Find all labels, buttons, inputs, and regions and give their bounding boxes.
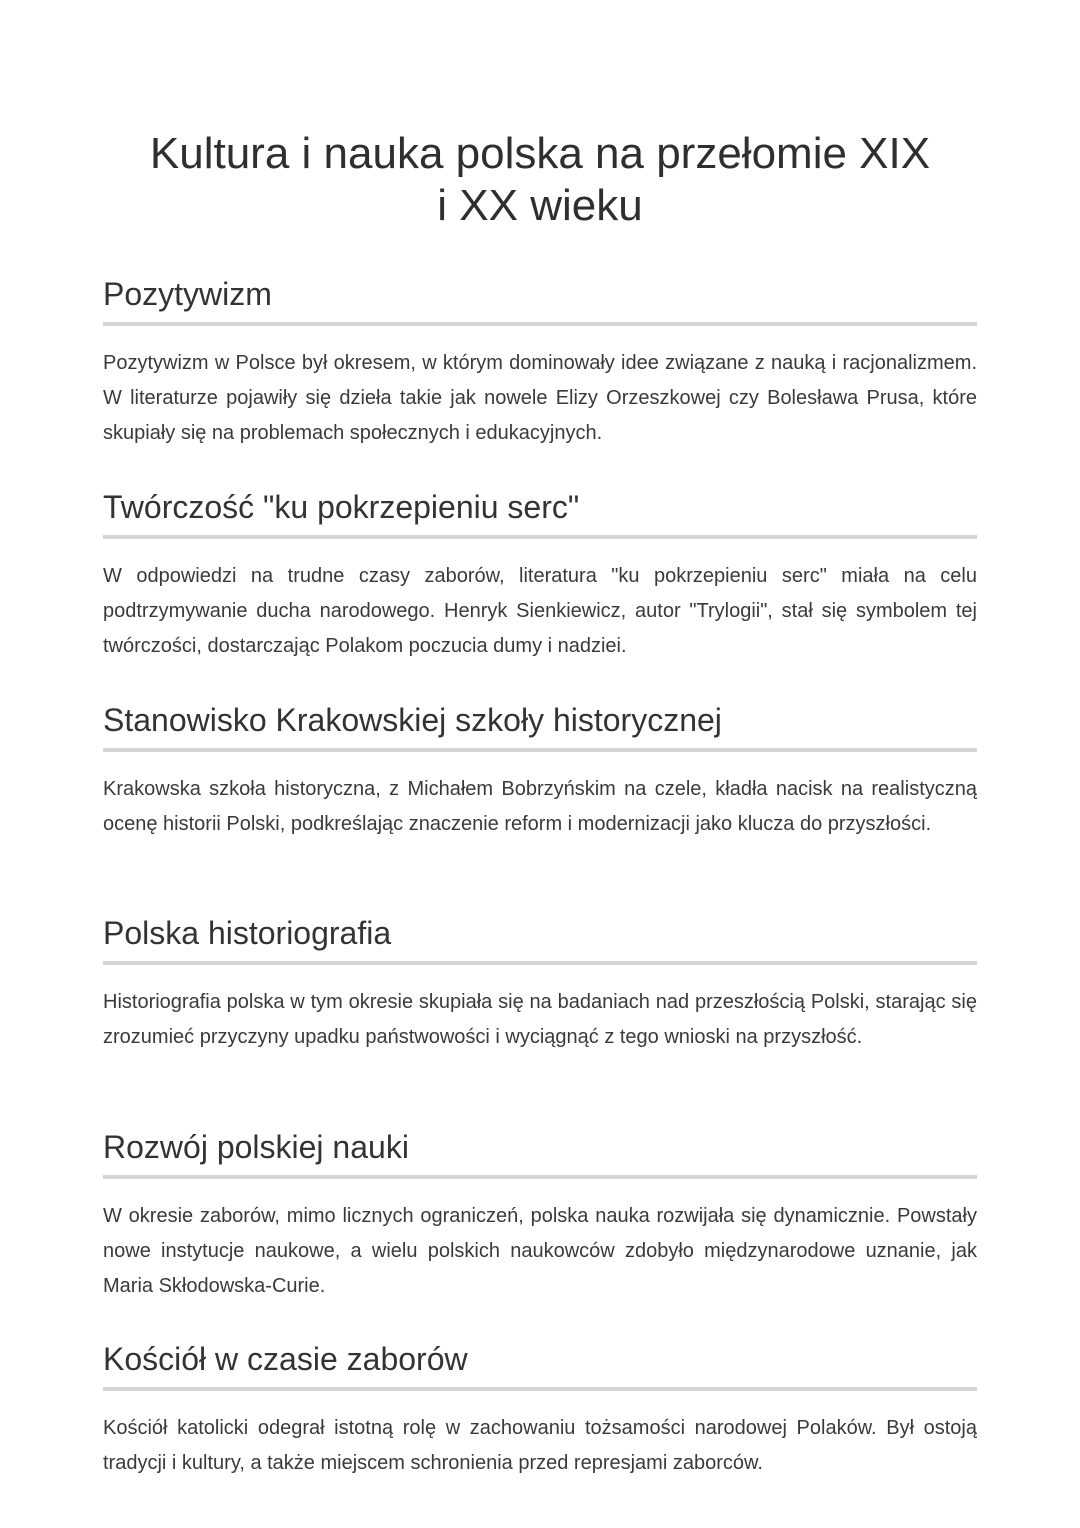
section-tworczosc xyxy=(103,487,977,664)
section-rozwoj-nauki xyxy=(103,1127,977,1304)
section-historiografia xyxy=(103,913,977,1055)
section-heading: Pozytywizm xyxy=(103,274,977,326)
section-body: W okresie zaborów, mimo licznych ograniczeń, polska nauka rozwijała się dynamicznie. Powstały nowe instytucje naukowe, a wielu polskich naukowców zdobyło międzynarodowe uznanie, jak Maria Skłodowska-Curie. xyxy=(103,1205,977,1297)
section-heading: Polska historiografia xyxy=(103,913,977,965)
section-krakowska-szkola xyxy=(103,700,977,842)
section-heading: Twórczość "ku pokrzepieniu serc" xyxy=(103,487,977,539)
section-body: Historiografia polska w tym okresie skupiała się na badaniach nad przeszłością Polski, starając się zrozumieć przyczyny upadku państwowości i wyciągnąć z tego wnioski na przyszłość. xyxy=(103,991,977,1048)
section-body: W odpowiedzi na trudne czasy zaborów, literatura "ku pokrzepieniu serc" miała na celu podtrzymywanie ducha narodowego. Henryk Sienkiewicz, autor "Trylogii", stał się symbolem tej twórczości, dostarczając Polakom poczucia dumy i nadziei. xyxy=(103,565,977,657)
section-heading: Rozwój polskiej nauki xyxy=(103,1127,977,1179)
section-pozytywizm xyxy=(103,274,977,451)
section-body: Krakowska szkoła historyczna, z Michałem Bobrzyńskim na czele, kładła nacisk na realistyczną ocenę historii Polski, podkreślając znaczenie reform i modernizacji jako klucza do przyszłości. xyxy=(103,778,977,835)
section-kosciol xyxy=(103,1339,977,1481)
section-body: Pozytywizm w Polsce był okresem, w którym dominowały idee związane z nauką i racjonalizmem. W literaturze pojawiły się dzieła takie jak nowele Elizy Orzeszkowej czy Bolesława Prusa, które skupiały się na problemach społecznych i edukacyjnych. xyxy=(103,352,977,444)
section-heading: Stanowisko Krakowskiej szkoły historycznej xyxy=(103,700,977,752)
section-heading: Kościół w czasie zaborów xyxy=(103,1339,977,1391)
section-body: Kościół katolicki odegrał istotną rolę w zachowaniu tożsamości narodowej Polaków. Był ostoją tradycji i kultury, a także miejscem schronienia przed represjami zaborców. xyxy=(103,1417,977,1474)
document-title: Kultura i nauka polska na przełomie XIX i XX wieku xyxy=(149,129,931,230)
